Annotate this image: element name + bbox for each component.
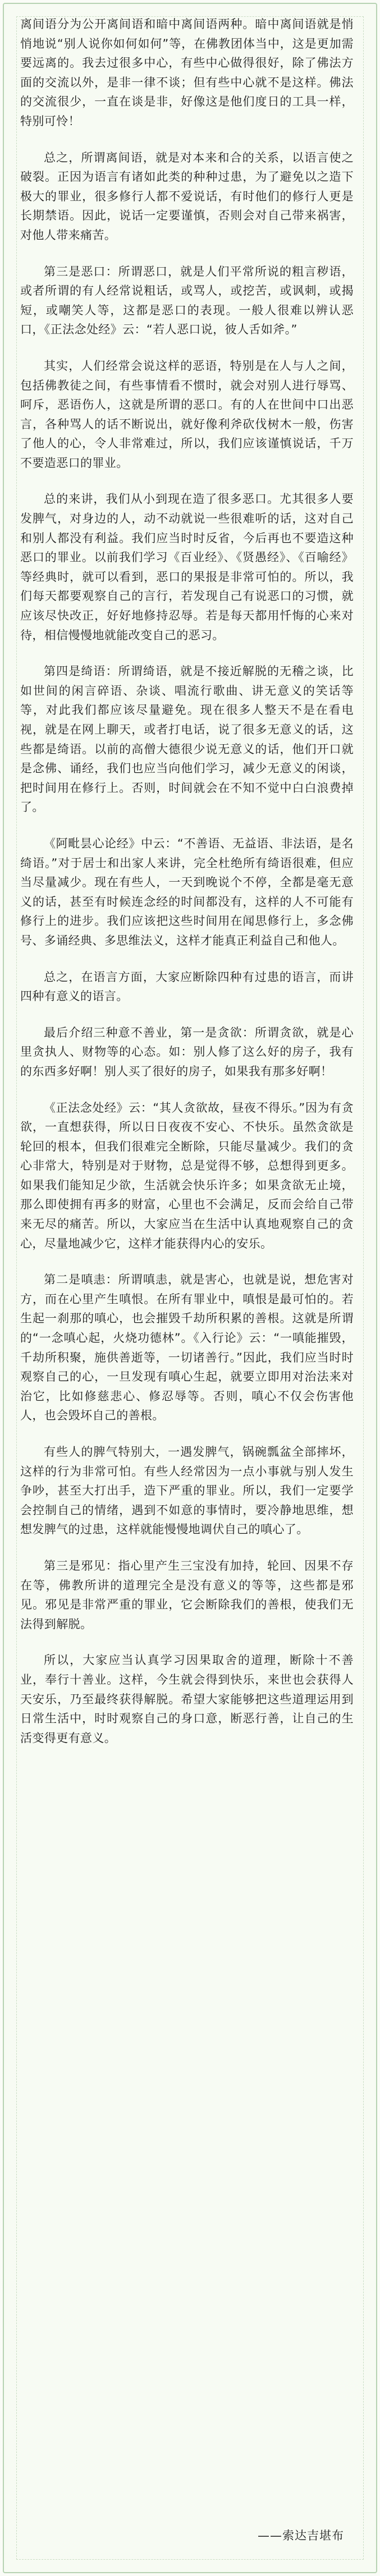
paragraph-13: 第三是邪见：指心里产生三宝没有加持，轮回、因果不存在等，佛教所讲的道理完全是没有意义的等等，这些都是邪见。邪见是非常严重的罪业，它会断除我们的善根，使我们无法得到解脱。 — [20, 1559, 354, 1631]
paragraph-6: 第四是绮语：所谓绮语，就是不接近解脱的无稽之谈，比如世间的闲言碎语、杂谈、唱流行歌曲、讲无意义的笑话等等，对此我们都应该尽量避免。现在很多人整天不是在看电视，就是在网上聊天，或者打电话，说了很多无意义的话，这些都是绮语。以前的高僧大德很少说无意义的话，他们开口就是念佛、诵经，我们也应当向他们学习，减少无意义的闲谈，把时间用在修行上。否则，时间就会在不知不觉中白白浪费掉了。 — [20, 664, 354, 814]
paragraph-4: 其实，人们经常会说这样的恶语，特别是在人与人之间，包括佛教徒之间，有些事情看不惯时，就会对别人进行辱骂、呵斥，恶语伤人，这就是所谓的恶口。有的人在世间中口出恶言，各种骂人的话不断说出，就好像利斧砍伐树木一般，伤害了他人的心，令人非常难过，所以，我们应该谨慎说话，千万不要造恶口的罪业。 — [20, 359, 354, 470]
paragraph-14: 所以，大家应当认真学习因果取舍的道理，断除十不善业，奉行十善业。这样，今生就会得到快乐，来世也会获得人天安乐，乃至最终获得解脱。希望大家能够把这些道理运用到日常生活中，时时观察自己的身口意，断恶行善，让自己的生活变得更有意义。 — [20, 1653, 354, 1745]
paragraph-5: 总的来讲，我们从小到现在造了很多恶口。尤其很多人要发脾气，对身边的人，动不动就说一些很难听的话，这对自己和别人都没有利益。我们应当时时反省，今后再也不要造这种恶口的罪业。以前我们学习《百业经》、《贤愚经》、《百喻经》等经典时，就可以看到，恶口的果报是非常可怕的。所以，我们每天都要观察自己的言行，若发现自己有说恶口的习惯，就应该尽快改正，好好地修持忍辱。若是每天都用忏悔的心来对待，相信慢慢地就能改变自己的恶习。 — [20, 492, 354, 642]
article-body — [20, 15, 354, 1764]
paragraph-7: 《阿毗昙心论经》中云：“不善语、无益语、非法语，是名绮语。”对于居士和出家人来讲，完全杜绝所有绮语很难，但应当尽量减少。现在有些人，一天到晚说个不停，全都是毫无意义的话，甚至有时候连念经的时间都没有，这样的人不可能有修行上的进步。我们应该把这些时间用在闻思修行上，多念佛号、多诵经典、多思维法义，这样才能真正利益自己和他人。 — [20, 836, 354, 947]
paragraph-2: 总之，所谓离间语，就是对本来和合的关系，以语言使之破裂。正因为语言有诸如此类的种种过患，为了避免以之造下极大的罪业，很多修行人都不爱说话，有时他们的修行人更是长期禁语。因此，说话一定要谨慎，否则会对自己带来祸害，对他人带来痛苦。 — [20, 150, 354, 242]
paragraph-9: 最后介绍三种意不善业，第一是贪欲：所谓贪欲，就是心里贪执人、财物等的心态。如：别人修了这么好的房子，我有的东西多好啊！别人买了很好的房子，如果我有那多好啊！ — [20, 1025, 354, 1078]
signature: ——索达吉堪布 — [258, 2529, 344, 2542]
paragraph-8: 总之，在语言方面，大家应断除四种有过患的语言，而讲四种有意义的语言。 — [20, 970, 354, 1003]
paragraph-11: 第二是嗔恚：所谓嗔恚，就是害心，也就是说，想危害对方，而在心里产生嗔恨。在所有罪业中，嗔恨是最可怕的。若生起一刹那的嗔心，也会摧毁千劫所积累的善根。这就是所谓的“一念嗔心起，火烧功德林”。《入行论》云：“一嗔能摧毁，千劫所积聚，施供善逝等，一切诸善行。”因此，我们应当时时观察自己的心，一旦发现有嗔心生起，就要立即用对治法来对治它，比如修慈悲心、修忍辱等。否则，嗔心不仅会伤害他人，也会毁坏自己的善根。 — [20, 1273, 354, 1423]
paragraph-12: 有些人的脾气特别大，一遇发脾气，锅碗瓢盆全部摔坏，这样的行为非常可怕。有些人经常因为一点小事就与别人发生争吵，甚至大打出手，造下严重的罪业。所以，我们一定要学会控制自己的情绪，遇到不如意的事情时，要冷静地思维，想想发脾气的过患，这样就能慢慢地调伏自己的嗔心了。 — [20, 1445, 354, 1537]
paragraph-3: 第三是恶口：所谓恶口，就是人们平常所说的粗言秽语，或者所谓的有人经常说粗话，或骂人，或挖苦，或讽刺，或揭短，或嘲笑人等，这都是恶口的表现。一般人很难以辨认恶口，《正法念处经》云：“若人恶口说，彼人舌如斧。” — [20, 264, 354, 337]
paragraph-10: 《正法念处经》云：“其人贪欲故，昼夜不得乐。”因为有贪欲，一直想获得，所以日日夜夜不安心、不快乐。虽然贪欲是轮回的根本，但我们很难完全断除，只能尽量减少。我们的贪心非常大，特别是对于财物，总是觉得不够，总想得到更多。如果我们能知足少欲，生活就会快乐许多；如果贪欲无止境，那么即使拥有再多的财富，心里也不会满足，反而会给自己带来无尽的痛苦。所以，大家应当在生活中认真地观察自己的贪心，尽量地减少它，这样才能获得内心的安乐。 — [20, 1101, 354, 1250]
paragraph-1: 离间语分为公开离间语和暗中离间语两种。暗中离间语就是悄悄地说“别人说你如何如何”等，在佛教团体当中，这是更加需要远离的。我去过很多中心，有些中心做得很好，除了佛法方面的交流以外，是非一律不谈；但有些中心就不是这样。佛法的交流很少，一直在谈是非，好像这是他们度日的工具一样，特别可怜！ — [20, 17, 354, 128]
